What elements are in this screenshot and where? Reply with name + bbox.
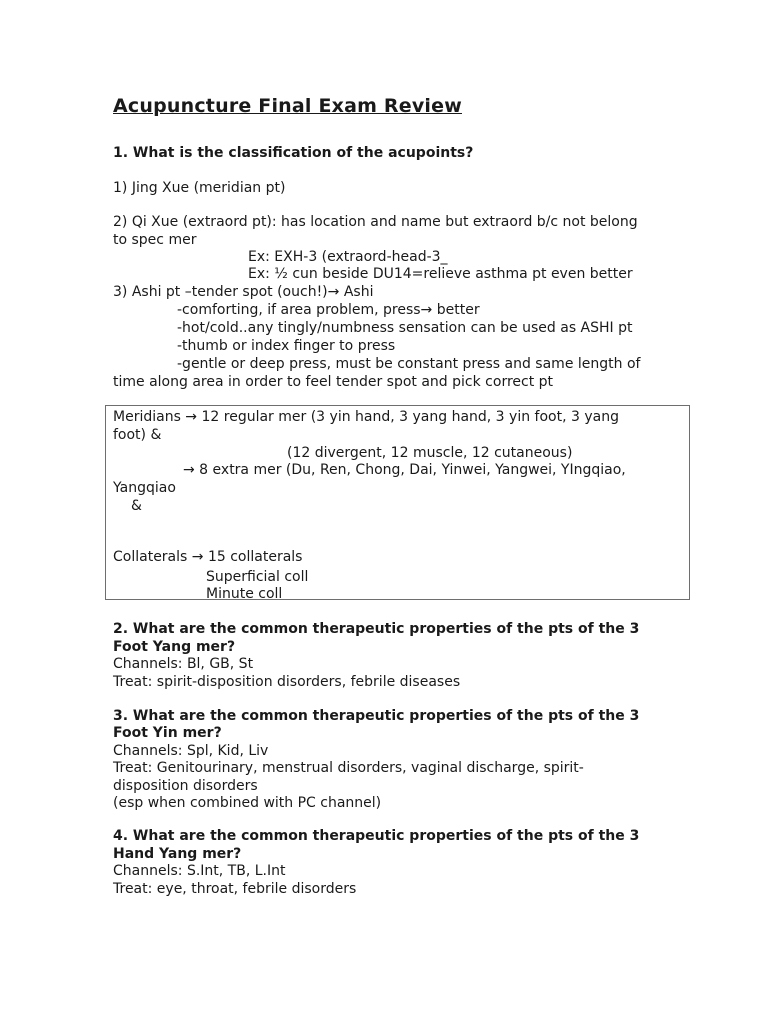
meridians-summary-box [105, 405, 690, 600]
q1-item-3-sub-4: -gentle or deep press, must be constant press and same length of [177, 356, 641, 372]
q3-channels: Channels: Spl, Kid, Liv [113, 743, 269, 759]
q3-treat-line-3: (esp when combined with PC channel) [113, 795, 382, 811]
question-2-heading-line-2: Foot Yang mer? [113, 639, 236, 655]
box-extra-meridians-line: → 8 extra mer (Du, Ren, Chong, Dai, Yinwei, Yangwei, YIngqiao, [183, 462, 626, 478]
q1-item-3-sub-2: -hot/cold..any tingly/numbness sensation can be used as ASHI pt [177, 320, 633, 336]
q1-example-2: Ex: ½ cun beside DU14=relieve asthma pt even better [248, 266, 633, 282]
box-ampersand: & [131, 498, 142, 514]
q1-item-1: 1) Jing Xue (meridian pt) [113, 180, 286, 196]
question-1-heading: 1. What is the classification of the acupoints? [113, 145, 474, 161]
box-extra-meridians-continued: Yangqiao [113, 480, 176, 496]
question-4-heading-line-1: 4. What are the common therapeutic properties of the pts of the 3 [113, 828, 640, 844]
q2-treat: Treat: spirit-disposition disorders, febrile diseases [113, 674, 461, 690]
question-3-heading-line-1: 3. What are the common therapeutic properties of the pts of the 3 [113, 708, 640, 724]
box-meridians-line-3: (12 divergent, 12 muscle, 12 cutaneous) [287, 445, 573, 461]
q1-item-3-sub-1: -comforting, if area problem, press→ better [177, 302, 480, 318]
document-title: Acupuncture Final Exam Review [113, 95, 462, 117]
q3-treat-line-1: Treat: Genitourinary, menstrual disorders, vaginal discharge, spirit- [113, 760, 584, 776]
q3-treat-line-2: disposition disorders [113, 778, 258, 794]
box-meridians-line-2: foot) & [113, 427, 162, 443]
box-minute-coll: Minute coll [206, 586, 283, 602]
box-collaterals-line: Collaterals → 15 collaterals [113, 549, 303, 565]
q2-channels: Channels: Bl, GB, St [113, 656, 254, 672]
question-2-heading-line-1: 2. What are the common therapeutic properties of the pts of the 3 [113, 621, 640, 637]
q4-channels: Channels: S.Int, TB, L.Int [113, 863, 286, 879]
q4-treat: Treat: eye, throat, febrile disorders [113, 881, 357, 897]
q1-item-2-line-2: to spec mer [113, 232, 197, 248]
question-3-heading-line-2: Foot Yin mer? [113, 725, 222, 741]
q1-item-2-line-1: 2) Qi Xue (extraord pt): has location and name but extraord b/c not belong [113, 214, 638, 230]
q1-item-3-sub-4-continued: time along area in order to feel tender spot and pick correct pt [113, 374, 554, 390]
box-superficial-coll: Superficial coll [206, 569, 309, 585]
q1-item-3: 3) Ashi pt –tender spot (ouch!)→ Ashi [113, 284, 374, 300]
q1-example-1: Ex: EXH-3 (extraord-head-3_ [248, 249, 448, 265]
box-meridians-line-1: Meridians → 12 regular mer (3 yin hand, 3 yang hand, 3 yin foot, 3 yang [113, 409, 619, 425]
question-4-heading-line-2: Hand Yang mer? [113, 846, 242, 862]
q1-item-3-sub-3: -thumb or index finger to press [177, 338, 396, 354]
